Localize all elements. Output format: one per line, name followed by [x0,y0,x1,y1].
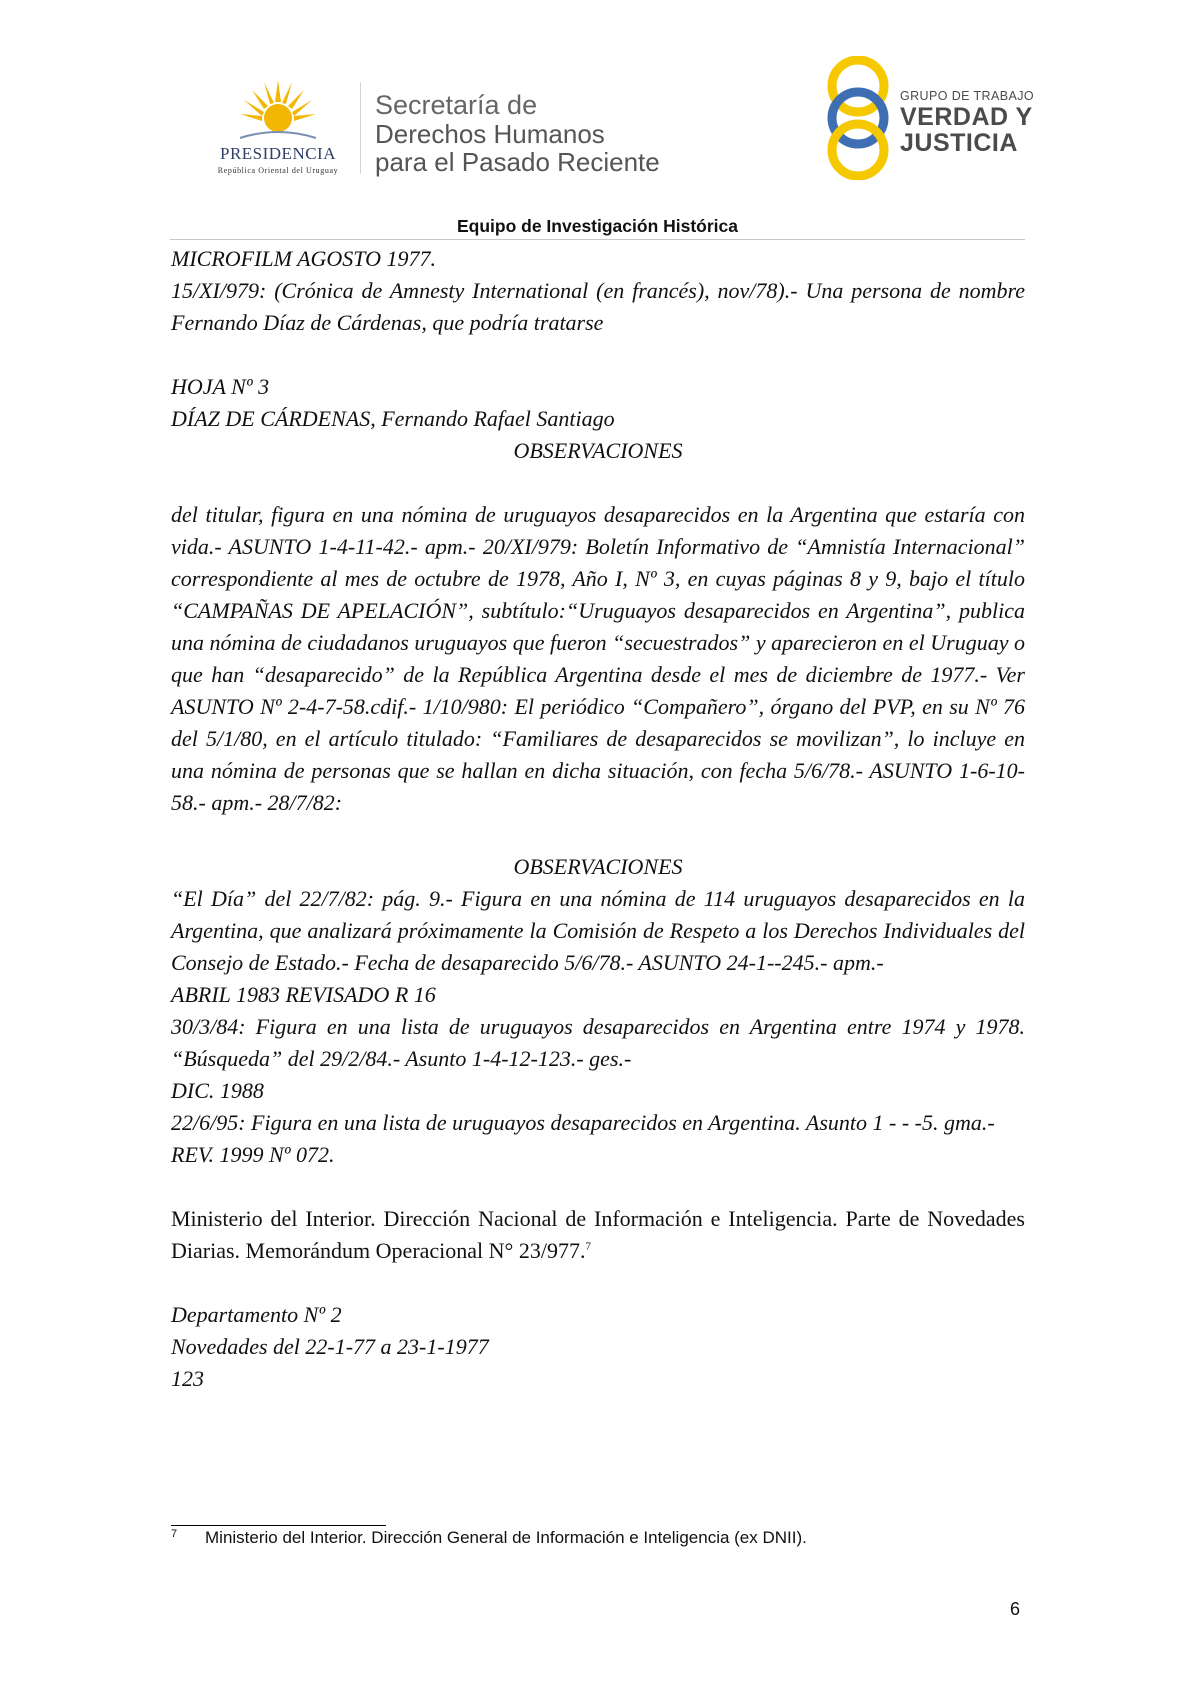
verdad-justicia-logo-text [900,88,1034,156]
presidencia-name: PRESIDENCIA [219,144,336,163]
paragraph: HOJA Nº 3 [171,374,270,399]
paragraph: 22/6/95: Figura en una lista de uruguayos desaparecidos en Argentina. Asunto 1 - - -5. gma.- [171,1110,995,1135]
paragraph: 123 [171,1366,204,1391]
presidencia-logo [198,78,358,178]
team-heading: Equipo de Investigación Histórica [456,216,739,236]
footnote-text: Ministerio del Interior. Dirección General de Información e Inteligencia (ex DNII). [205,1528,807,1547]
header-rule [170,239,1025,240]
section-heading: OBSERVACIONES [513,854,683,879]
paragraph [171,1203,1025,1267]
paragraph: REV. 1999 Nº 072. [171,1142,335,1167]
secretaria-line2: Derechos Humanos [375,119,605,149]
paragraph-text: Ministerio del Interior. Dirección Nacional de Información e Inteligencia. Parte de Novedades Diarias. Memorándum Operacional N° 23/977. [171,1206,1025,1263]
paragraph: del titular, figura en una nómina de uruguayos desaparecidos en la Argentina que estaría con vida.- ASUNTO 1-4-11-42.- apm.- 20/XI/979: Boletín Informativo de “Amnistía Internacional” correspondiente al mes de octubre de 1978, Año I, Nº 3, en cuyas páginas 8 y 9, bajo el título “CAMPAÑAS DE APELACIÓN”, subtítulo:“Uruguayos desaparecidos en Argentina”, publica una nómina de ciudadanos uruguayos que fueron “secuestrados” y aparecieron en el Uruguay o que han “desaparecido” de la República Argentina desde el mes de diciembre de 1977.- Ver ASUNTO Nº 2-4-7-58.cdif.- 1/10/980: El periódico “Compañero”, órgano del PVP, en su Nº 76 del 5/1/80, en el artículo titulado: “Familiares de desaparecidos se movilizan”, lo incluye en una nómina de personas que se hallan en dicha situación, con fecha 5/6/78.- ASUNTO 1-6-10-58.- apm.- 28/7/82: [171,502,1025,815]
verdad-label: VERDAD Y [900,103,1033,131]
paragraph: 15/XI/979: (Crónica de Amnesty International (en francés), nov/78).- Una persona de nombre Fernando Díaz de Cárdenas, que podría tratarse [171,278,1025,335]
secretaria-line3: para el Pasado Reciente [375,147,660,177]
body-text [171,243,1025,1395]
verdad-justicia-rings-icon [820,56,896,180]
presidencia-subtitle: República Oriental del Uruguay [217,166,339,175]
sun-icon [238,78,318,144]
paragraph: Novedades del 22-1-77 a 23-1-1977 [171,1334,489,1359]
paragraph: DÍAZ DE CÁRDENAS, Fernando Rafael Santiago [171,406,615,431]
grupo-label: GRUPO DE TRABAJO [900,89,1034,103]
secretaria-line1: Secretaría de [375,90,538,120]
justicia-label: JUSTICIA [900,129,1018,157]
section-heading: OBSERVACIONES [513,438,683,463]
paragraph: “El Día” del 22/7/82: pág. 9.- Figura en una nómina de 114 uruguayos desaparecidos en la Argentina, que analizará próximamente la Comisión de Respeto a los Derechos Individuales del Consejo de Estado.- Fecha de desaparecido 5/6/78.- ASUNTO 24-1--245.- apm.- [171,886,1025,975]
secretaria-logo [375,90,660,176]
footnote-rule [171,1525,386,1526]
paragraph: 30/3/84: Figura en una lista de uruguayos desaparecidos en Argentina entre 1974 y 1978. “Búsqueda” del 29/2/84.- Asunto 1-4-12-123.- ges.- [171,1014,1025,1071]
paragraph: MICROFILM AGOSTO 1977. [171,246,437,271]
paragraph: ABRIL 1983 REVISADO R 16 [171,982,436,1007]
page-number: 6 [1010,1599,1021,1619]
footnote-number: 7 [171,1528,178,1540]
paragraph: Departamento Nº 2 [171,1302,342,1327]
logo-divider [360,82,361,174]
paragraph: DIC. 1988 [171,1078,264,1103]
footnote-ref[interactable]: 7 [585,1240,591,1253]
